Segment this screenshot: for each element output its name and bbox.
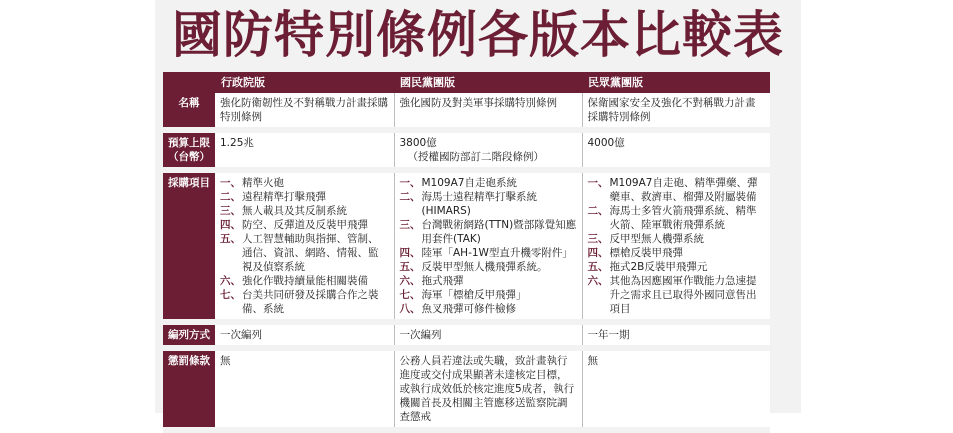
item-text: 海馬士多管火箭飛彈系統、精準火箭、陸軍戰術飛彈系統 [609,205,757,231]
list-item [220,288,389,316]
list-item [588,274,766,316]
header-corner [163,72,215,93]
table-cell: 公務人員若違法或失職，致計畫執行進度或交付成果顯著未達核定目標，或執行成效低於核定進度5成者，執行機關首長及相關主管應移送監察院調查懲戒 [394,348,582,430]
row-label: 名稱 [163,93,215,130]
header-tpp-caucus: 民眾黨團版 [582,72,770,93]
comparison-table [163,72,770,433]
list-item [400,274,577,288]
list-item [400,190,577,218]
list-item [588,176,766,204]
list-item [400,218,577,246]
table-cell: 4000億 [582,130,770,170]
item-text: 海軍「標槍反甲飛彈」 [421,289,527,301]
row-procurement [163,170,770,322]
item-number: 七、 [220,289,241,301]
item-text: 拖式飛彈 [421,275,464,287]
list-item [588,260,766,274]
item-text: 無人載具及其反制系統 [242,205,347,217]
item-number: 四、 [399,247,421,259]
item-number: 七、 [399,289,421,301]
item-number: 八、 [399,303,421,315]
item-text: 防空、反彈道及反裝甲飛彈 [242,219,368,231]
item-text: 台灣戰術網路(TTN)暨部隊覺知應用套件(TAK) [421,219,577,245]
list-item [400,176,577,190]
item-number: 一、 [220,177,241,189]
item-text: 反甲型無人機彈系統 [609,233,704,245]
table-cell: 無 [215,348,394,430]
row-label: 懲罰條款 [163,348,215,430]
table-header-row [163,72,770,93]
item-text: 反裝甲型無人機飛彈系統。 [421,261,548,273]
table-cell: 保衛國家安全及強化不對稱戰力計畫採購特別條例 [582,93,770,130]
table-cell [394,170,582,322]
item-text: 人工智慧輔助與指揮、管制、通信、資訊、網路、情報、監視及偵察系統 [242,233,379,273]
table-cell [582,170,770,322]
list-item [220,204,389,218]
header-kmt-caucus: 國民黨團版 [394,72,582,93]
table-cell [215,170,394,322]
list-item [220,176,389,190]
item-number: 四、 [587,247,609,259]
budget-value: 3800億 [399,137,437,149]
item-number: 五、 [220,233,241,245]
list-item [588,232,766,246]
table-cell: 一年一期 [582,322,770,348]
item-number: 二、 [399,191,421,203]
procurement-list [220,176,389,316]
item-text: 強化作戰持續量能相關裝備 [242,275,368,287]
item-number: 六、 [587,275,609,287]
item-text: 其他為因應國軍作戰能力急速提升之需求且已取得外國同意售出項目 [609,275,757,315]
row-name [163,93,770,130]
table-cell: 一次編列 [215,322,394,348]
item-text: 台美共同研發及採購合作之裝備、系統 [242,289,379,315]
table-cell: 強化防衛韌性及不對稱戰力計畫採購特別條例 [215,93,394,130]
item-number: 二、 [587,205,609,217]
procurement-list [588,176,766,316]
item-number: 一、 [587,177,609,189]
item-number: 三、 [399,219,421,231]
row-budget [163,130,770,170]
list-item [220,274,389,288]
item-text: 標槍反裝甲飛彈 [609,247,683,259]
item-text: 遠程精準打擊飛彈 [242,191,326,203]
list-item [588,246,766,260]
row-method [163,322,770,348]
table-cell [394,130,582,170]
budget-note: （授權國防部訂二階段條例） [407,151,544,163]
list-item [220,190,389,204]
list-item [400,302,577,316]
list-item [220,218,389,232]
procurement-list [400,176,577,316]
list-item [400,260,577,274]
row-label: 預算上限（台幣） [163,130,215,170]
list-item [400,246,577,260]
item-text: 精準火砲 [242,177,284,189]
item-number: 五、 [399,261,421,273]
item-text: 陸軍「AH-1W型直升機零附件」 [421,247,573,259]
item-text: 魚叉飛彈可修件檢修 [421,303,516,315]
item-text: M109A7自走砲、精準彈藥、彈藥車、救濟車、榴彈及附屬裝備 [609,177,758,203]
item-number: 六、 [399,275,421,287]
item-number: 三、 [587,233,609,245]
list-item [588,204,766,232]
row-penalty [163,348,770,430]
item-number: 六、 [220,275,241,287]
page-title: 國防特別條例各版本比較表 [172,6,784,64]
item-number: 五、 [587,261,609,273]
item-number: 一、 [399,177,421,189]
item-number: 三、 [220,205,241,217]
item-text: 拖式2B反裝甲飛彈元 [609,261,708,273]
table-cell: 一次編列 [394,322,582,348]
list-item [400,288,577,302]
table-cell: 強化國防及對美軍事採購特別條例 [394,93,582,130]
row-label: 編列方式 [163,322,215,348]
list-item [220,232,389,274]
header-executive-yuan: 行政院版 [215,72,394,93]
item-number: 四、 [220,219,241,231]
item-text: M109A7自走砲系統 [421,177,517,189]
item-text: 海馬士遠程精準打擊系統(HIMARS) [421,191,537,217]
item-number: 二、 [220,191,241,203]
table-cell: 無 [582,348,770,430]
table-cell: 1.25兆 [215,130,394,170]
row-label: 採購項目 [163,170,215,322]
